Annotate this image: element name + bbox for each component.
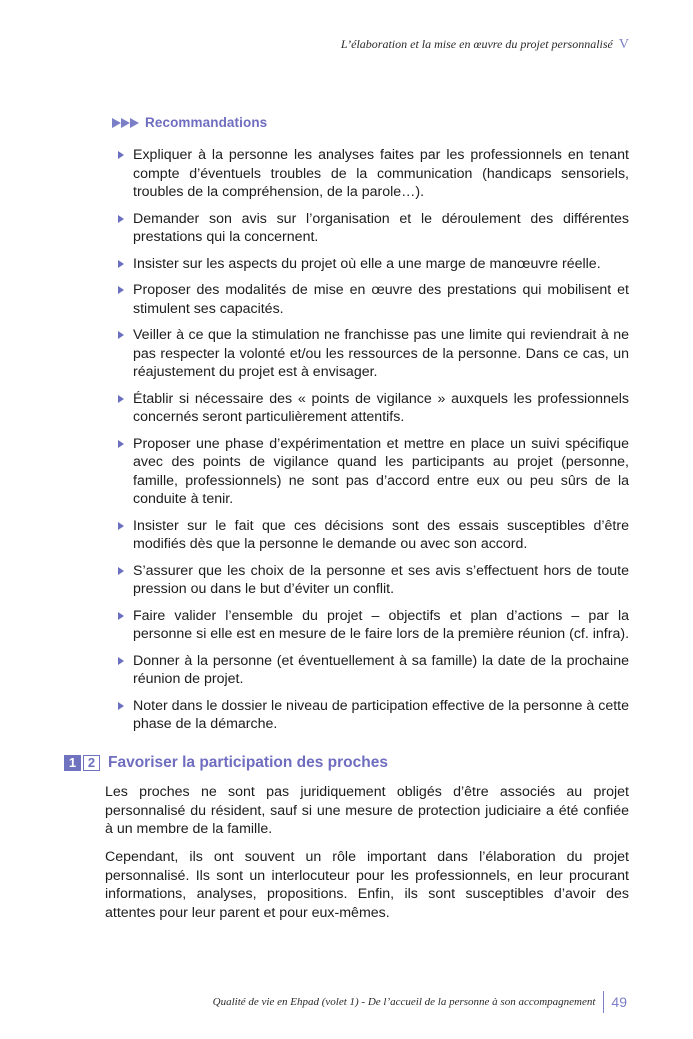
list-item: Établir si nécessaire des « points de vigilance » auxquels les professionnels concernés seront particulièrement attentifs.	[116, 390, 629, 427]
list-item: Donner à la personne (et éventuellement à sa famille) la date de la prochaine réunion de projet.	[116, 652, 629, 689]
list-item: Faire valider l’ensemble du projet – objectifs et plan d’actions – par la personne si elle est en mesure de le faire lors de la première réunion (cf. infra).	[116, 607, 629, 644]
list-item: Expliquer à la personne les analyses faites par les professionnels en tenant compte d’éventuels troubles de la communication (handicaps sensoriels, troubles de la compréhension, de la parole…).	[116, 146, 629, 202]
bullet-arrow-icon	[118, 567, 124, 575]
bullet-arrow-icon	[118, 522, 124, 530]
section-number	[64, 755, 100, 771]
bullet-arrow-icon	[118, 260, 124, 268]
bullet-arrow-icon	[118, 440, 124, 448]
list-item: S’assurer que les choix de la personne et ses avis s’effectuent hors de toute pression ou dans le but d’éviter un conflit.	[116, 562, 629, 599]
bullet-arrow-icon	[118, 702, 124, 710]
bullet-arrow-icon	[118, 215, 124, 223]
chapter-number: V	[618, 37, 629, 52]
list-item: Veiller à ce que la stimulation ne franchisse pas une limite qui reviendrait à ne pas respecter la volonté et/ou les ressources de la personne. Dans ce cas, un réajustement du projet est à envisager.	[116, 326, 629, 382]
section-heading	[64, 754, 388, 772]
recommendations-list	[116, 146, 629, 742]
section-paragraph: Cependant, ils ont souvent un rôle important dans l’élaboration du projet personnalisé. Ils sont un interlocuteur pour les professionnels, en leur procurant informations, analyses, propositions. Enfin, ils sont susceptibles d’avoir des attentes pour leur parent et pour eux-mêmes.	[105, 849, 629, 921]
list-item: Proposer une phase d’expérimentation et mettre en place un suivi spécifique avec des points de vigilance quand les participants au projet (personne, famille, professionnels) ne sont pas d’accord entre eux ou peu sûrs de la conduite à tenir.	[116, 435, 629, 509]
section-number-minor: 2	[83, 755, 100, 771]
bullet-arrow-icon	[118, 395, 124, 403]
recommendations-title: Recommandations	[145, 115, 268, 130]
page-footer	[213, 991, 627, 1013]
footer-divider	[603, 991, 604, 1013]
bullet-arrow-icon	[118, 286, 124, 294]
list-item: Demander son avis sur l’organisation et le déroulement des différentes prestations qui la concernent.	[116, 210, 629, 247]
footer-title: Qualité de vie en Ehpad (volet 1) - De l’accueil de la personne à son accompagnement	[212, 996, 596, 1008]
triple-arrow-icon	[112, 118, 139, 128]
recommendations-heading	[112, 115, 267, 130]
list-item: Proposer des modalités de mise en œuvre des prestations qui mobilisent et stimulent ses capacités.	[116, 281, 629, 318]
page-number: 49	[611, 994, 627, 1010]
running-title: L’élaboration et la mise en œuvre du projet personnalisé	[340, 37, 613, 51]
bullet-arrow-icon	[118, 331, 124, 339]
bullet-arrow-icon	[118, 151, 124, 159]
list-item: Noter dans le dossier le niveau de participation effective de la personne à cette phase de la démarche.	[116, 697, 629, 734]
section-title: Favoriser la participation des proches	[108, 754, 388, 771]
bullet-arrow-icon	[118, 657, 124, 665]
running-header	[341, 37, 629, 53]
bullet-arrow-icon	[118, 612, 124, 620]
section-number-major: 1	[64, 755, 81, 771]
list-item: Insister sur les aspects du projet où elle a une marge de manœuvre réelle.	[116, 255, 629, 274]
list-item: Insister sur le fait que ces décisions sont des essais susceptibles d’être modifiés dès que la personne le demande ou avec son accord.	[116, 517, 629, 554]
section-paragraph: Les proches ne sont pas juridiquement obligés d’être associés au projet personnalisé du résident, sauf si une mesure de protection judiciaire a été confiée à un membre de la famille.	[105, 784, 629, 838]
